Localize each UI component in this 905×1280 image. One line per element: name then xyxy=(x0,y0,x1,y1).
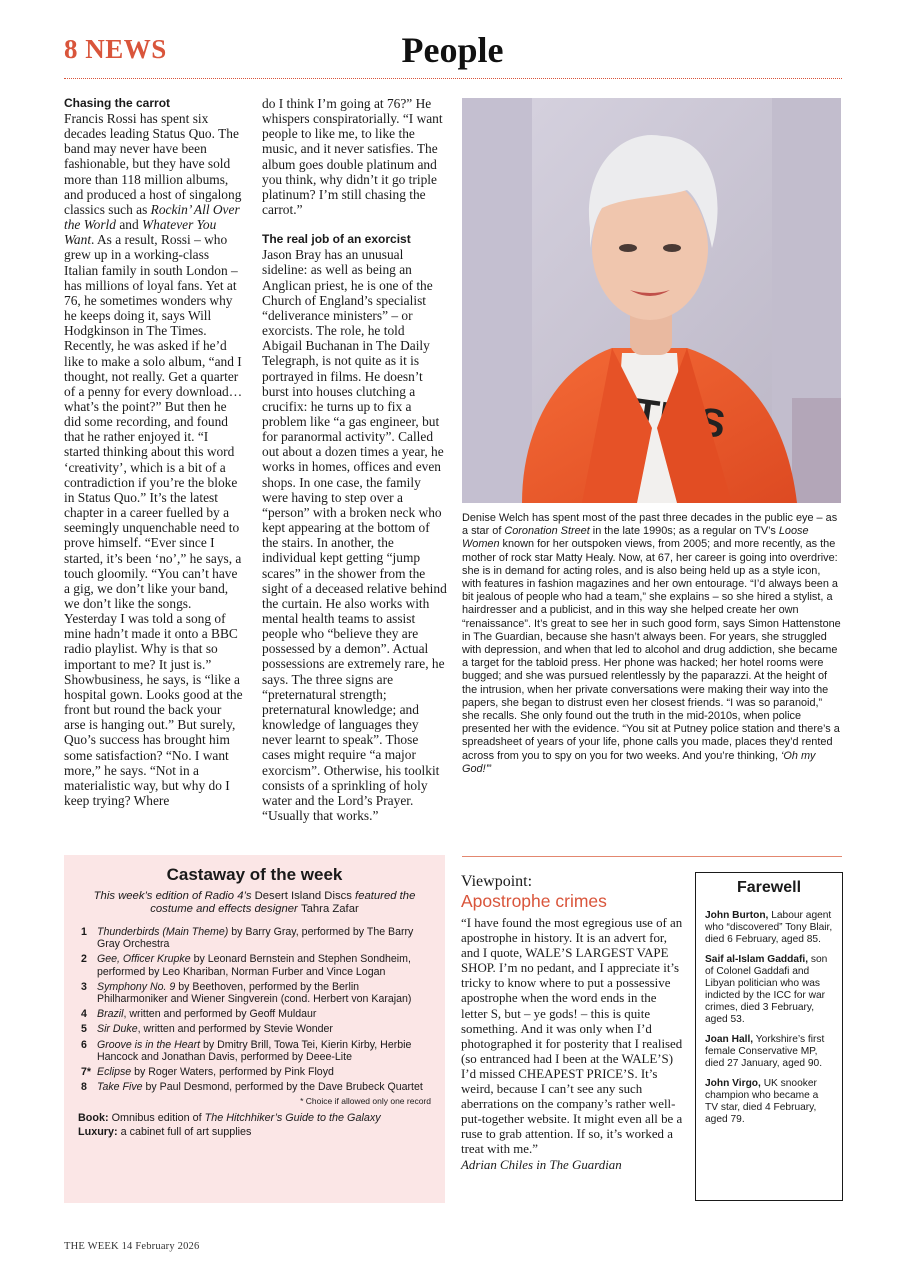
article-heading: The real job of an exorcist xyxy=(262,232,411,247)
viewpoint-title: Apostrophe crimes xyxy=(461,891,607,911)
page-title: People xyxy=(401,30,504,70)
viewpoint-column xyxy=(461,872,683,1173)
farewell-box xyxy=(695,872,843,1201)
section-label: 8 NEWS xyxy=(64,34,167,64)
portrait-photo xyxy=(462,98,841,503)
article-continuation: do I think I’m going at 76?” He whispers conspiratorially. “I want people to like me, to like the music, and it never satisfies. The album goes double platinum and you think, why didn’t it go triple platinum? I’m still chasing the carrot.” xyxy=(262,96,443,218)
castaway-of-the-week-box xyxy=(64,855,445,1203)
article-column-two xyxy=(262,96,447,823)
track-item: 1 Thunderbirds (Main Theme) by Barry Gray, performed by The Barry Gray Orchestra xyxy=(81,926,414,951)
track-item: 3 Symphony No. 9 by Beethoven, performed by the Berlin Philharmoniker and Wiener Singverein (cond. Herbert von Karajan) xyxy=(81,980,412,1006)
obituary-item: Saif al-Islam Gaddafi, son of Colonel Gaddafi and Libyan politician who was indicted by the ICC for war crimes, died 3 February, aged 53. xyxy=(705,954,828,1025)
castaway-luxury: Luxury: a cabinet full of art supplies xyxy=(78,1125,252,1138)
photo-caption: Denise Welch has spent most of the past three decades in the public eye – as a star of Coronation Street in the late 1990s; as a regular on TV’s Loose Women known for her outspoken views, from 2005; and more recently, as the mother of rock star Matty Healy. Now, at 67, her career is going into overdrive: she is in demand for acting roles, and is also being held up as a style icon, with features in fashion magazines and her own entourage. “I’d always been a bit jealous of people who had a team,” she explains – so she hired a stylist, a hairdresser and a publicist, and in this way she helped create her own “renaissance”. It’s great to see her in such good form, says Simon Hattenstone in The Guardian, because she hasn’t always been. For years, she struggled with depression, and when that led to alcohol and drug addiction, she became a target for the tabloid press. Her phone was hacked; her hotel rooms were bugged; and she was pursued relentlessly by the paparazzi. At the height of the intrusion, when her private conversations were making their way into the papers, she began to distrust even her closest friends. “I was so paranoid,” she recalls. She only found out the truth in the mid-2010s, when police presented her with the evidence. “You sit at Putney police station and there’s a spreadsheet of years of your life, phone calls you made, places they’d rented across from you to spy on you for two weeks. And you’re thinking, ‘Oh my God!’” xyxy=(462,512,841,775)
page-footer: THE WEEK 14 February 2026 xyxy=(64,1241,200,1252)
caption-divider xyxy=(462,856,842,857)
track-item: 4 Brazil, written and performed by Geoff Muldaur xyxy=(81,1008,317,1021)
castaway-footnote: * Choice if allowed only one record xyxy=(300,1096,431,1107)
castaway-intro: This week’s edition of Radio 4’s Desert Island Discs featured the costume and effects designer Tahra Zafar xyxy=(93,890,416,915)
track-item: 8 Take Five by Paul Desmond, performed by the Dave Brubeck Quartet xyxy=(81,1081,423,1094)
viewpoint-label: Viewpoint: xyxy=(461,873,533,890)
track-item: 5 Sir Duke, written and performed by Stevie Wonder xyxy=(81,1023,333,1036)
track-item: 7* Eclipse by Roger Waters, performed by Pink Floyd xyxy=(81,1066,334,1079)
article-chasing-the-carrot xyxy=(64,96,246,808)
viewpoint-credit: Adrian Chiles in The Guardian xyxy=(461,1157,622,1172)
obituary-item: John Burton, Labour agent who “discovered” Tony Blair, died 6 February, aged 85. xyxy=(705,910,833,945)
castaway-book: Book: Omnibus edition of The Hitchhiker’s Guide to the Galaxy xyxy=(78,1112,381,1125)
track-item: 2 Gee, Officer Krupke by Leonard Bernstein and Stephen Sondheim, performed by Leo Khariban, Norman Furber and Vince Logan xyxy=(81,953,411,978)
obituary-item: John Virgo, UK snooker champion who became a TV star, died 4 February, aged 79. xyxy=(705,1078,819,1125)
header-divider xyxy=(64,78,842,79)
article-body: Jason Bray has an unusual sideline: as well as being an Anglican priest, he is one of the Church of England’s specialist “deliverance ministers” – or exorcists. The role, he told Abigail Buchanan in The Daily Telegraph, is not quite as it is portrayed in films. He doesn’t burst into houses clutching a crucifix: he turns up to fix a problem like “a gas engineer, but for paranormal activity”. Called out about a dozen times a year, he works in homes, offices and even shops. In one case, the family were having to step over a “person” with a broken neck who kept appearing at the bottom of the stairs. In another, the individual kept getting “jump scares” in the shower from the sight of a deceased relative behind the curtain. He also works with mental health teams to assist people who “believe they are possessed by a demon”. Actual possessions are extremely rare, he says. The three signs are “preternatural strength; preternatural knowledge; and knowledge of languages they never learnt to speak”. Those cases might require “a major exorcism”. Otherwise, his toolkit consists of a sprinkling of holy water and the Lord’s Prayer. “Usually that works.” xyxy=(262,247,447,824)
castaway-title: Castaway of the week xyxy=(166,865,343,884)
article-body: Francis Rossi has spent six decades leading Status Quo. The band may never have been fashionable, but they have sold more than 118 million albums, and produced a host of singalong classics such as Rockin’ All Over the World and Whatever You Want. As a result, Rossi – who grew up in a working-class Italian family in south London – has millions of loyal fans. Yet at 76, he sometimes wonders why he keeps doing it, says Will Hodgkinson in The Times. Recently, he was asked if he’d like to make a solo album, “and I thought, not really. Get a quarter of a penny for every download… what’s the point?” But then he did some recording, and found that he rather enjoyed it. “I started thinking about this word ‘creativity’, which is a bit of a contradiction if you’re the bloke in Status Quo.” It’s the latest chapter in a career fuelled by a seemingly unquenchable need to prove himself. “Ever since I started, it’s been ‘no’,” he says, a touch gloomily. “You can’t have a gig, we don’t like your band, we don’t like the songs. Yesterday I was told a song of mine hadn’t made it onto a BBC radio playlist. Why is that so important to me? It just is.” Showbusiness, he says, is “like a hospital gown. Looks good at the front but round the back your arse is hanging out.” But surely, Quo’s success has brought him some satisfaction? “No. I want more,” he says. “Not in a materialistic way, but why do I keep trying? Where xyxy=(64,111,243,809)
viewpoint-body: “I have found the most egregious use of an apostrophe in history. It is an advert for, and I quote, WALE’S LARGEST VAPE SHOP. I’m no pedant, and I appreciate it’s tricky to know where to put a possessive apostrophe when the word ends in the letter S, but – ye gods! – this is quite something. And it was only when I’d photographed it for posterity that I realised (so entranced had I been at the WALE’S) I’d missed CHEAPEST PRICE’S. It’s weird, because I can’t see any such aberrations on the company’s rather well-put-together website. It might even all be a ruse to grab attention. If so, it’s worked a treat with me.” xyxy=(461,916,683,1157)
track-item: 6 Groove is in the Heart by Dmitry Brill, Towa Tei, Kierin Kirby, Herbie Hancock and Jonathan Davis, performed by Deee-Lite xyxy=(81,1038,412,1063)
farewell-title: Farewell xyxy=(736,879,802,896)
obituary-item: Joan Hall, Yorkshire’s first female Conservative MP, died 27 January, aged 90. xyxy=(705,1034,825,1069)
portrait-illustration xyxy=(462,98,841,503)
article-heading: Chasing the carrot xyxy=(64,96,171,110)
